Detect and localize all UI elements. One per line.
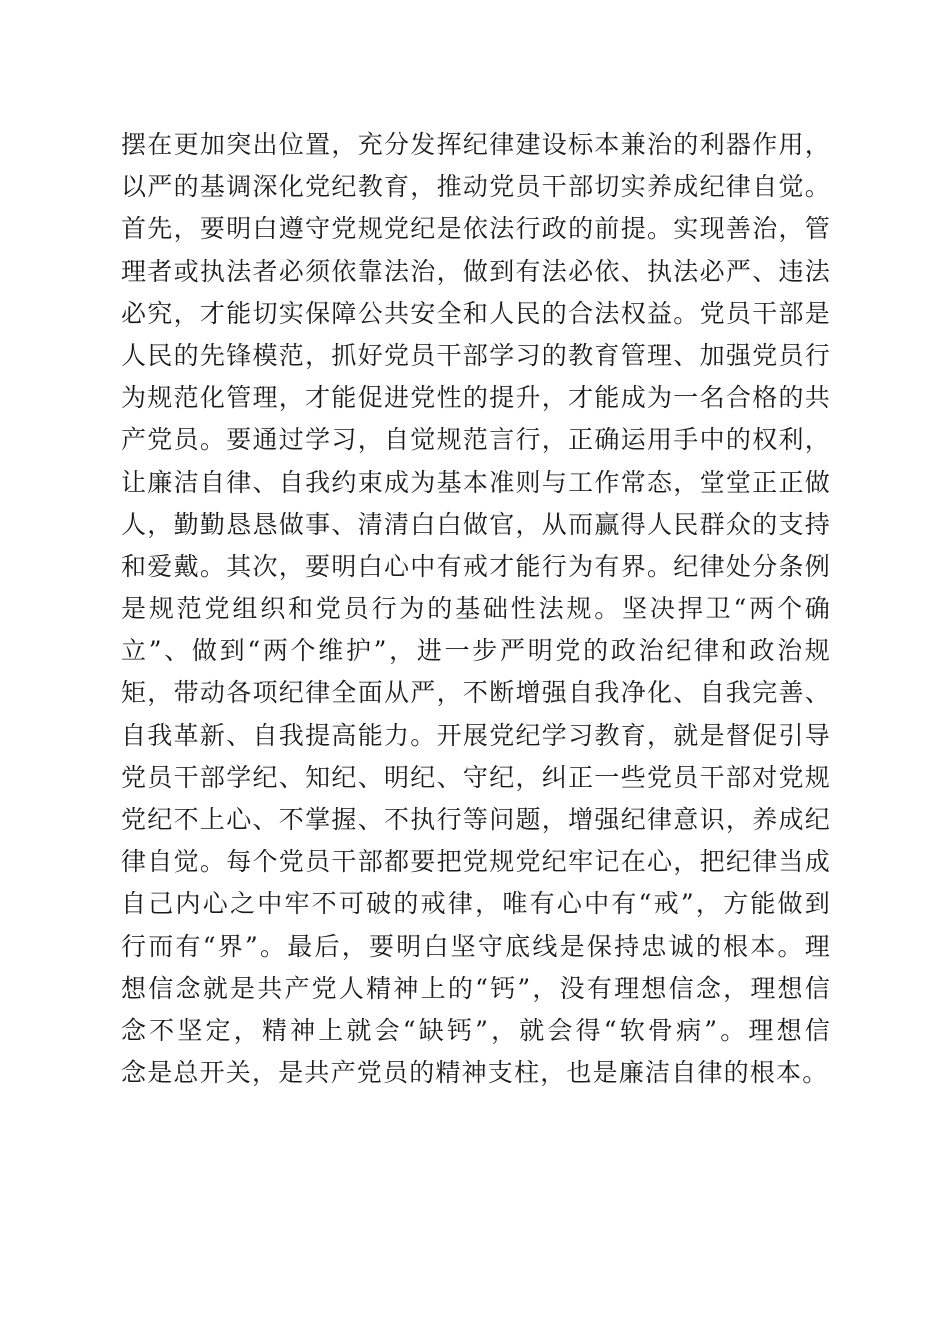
text-line: 想信念就是共产党人精神上的“钙”，没有理想信念，理想信 <box>121 973 831 1003</box>
text-line: 行而有“界”。最后，要明白坚守底线是保持忠诚的根本。理 <box>121 931 831 961</box>
text-line: 自己内心之中牢不可破的戒律，唯有心中有“戒”，方能做到 <box>121 889 831 919</box>
body-paragraph <box>121 124 831 1094</box>
text-line: 必究，才能切实保障公共安全和人民的合法权益。党员干部是 <box>121 298 831 328</box>
text-line: 党员干部学纪、知纪、明纪、守纪，纠正一些党员干部对党规 <box>121 762 831 792</box>
text-line: 自我革新、自我提高能力。开展党纪学习教育，就是督促引导 <box>121 720 831 750</box>
text-line: 摆在更加突出位置，充分发挥纪律建设标本兼治的利器作用， <box>121 130 831 159</box>
text-line: 和爱戴。其次，要明白心中有戒才能行为有界。纪律处分条例 <box>121 551 831 581</box>
text-line: 党纪不上心、不掌握、不执行等问题，增强纪律意识，养成纪 <box>121 805 831 834</box>
text-line: 让廉洁自律、自我约束成为基本准则与工作常态，堂堂正正做 <box>121 467 831 497</box>
text-line: 产党员。要通过学习，自觉规范言行，正确运用手中的权利， <box>121 425 831 455</box>
text-line: 以严的基调深化党纪教育，推动党员干部切实养成纪律自觉。 <box>121 172 831 202</box>
text-line: 矩，带动各项纪律全面从严，不断增强自我净化、自我完善、 <box>121 678 831 708</box>
text-line: 立”、做到“两个维护”，进一步严明党的政治纪律和政治规 <box>121 636 831 666</box>
text-line: 念是总开关，是共产党员的精神支柱，也是廉洁自律的根本。 <box>121 1058 829 1088</box>
text-line: 人，勤勤恳恳做事、清清白白做官，从而赢得人民群众的支持 <box>121 509 831 539</box>
text-line: 是规范党组织和党员行为的基础性法规。坚决捍卫“两个确 <box>121 594 831 624</box>
text-line: 念不坚定，精神上就会“缺钙”，就会得“软骨病”。理想信 <box>121 1015 831 1045</box>
text-line: 为规范化管理，才能促进党性的提升，才能成为一名合格的共 <box>121 383 831 413</box>
text-line: 理者或执法者必须依靠法治，做到有法必依、执法必严、违法 <box>121 256 831 286</box>
text-line: 律自觉。每个党员干部都要把党规党纪牢记在心，把纪律当成 <box>121 847 831 877</box>
text-line: 人民的先锋模范，抓好党员干部学习的教育管理、加强党员行 <box>121 340 831 370</box>
text-line: 首先，要明白遵守党规党纪是依法行政的前提。实现善治，管 <box>121 214 831 244</box>
